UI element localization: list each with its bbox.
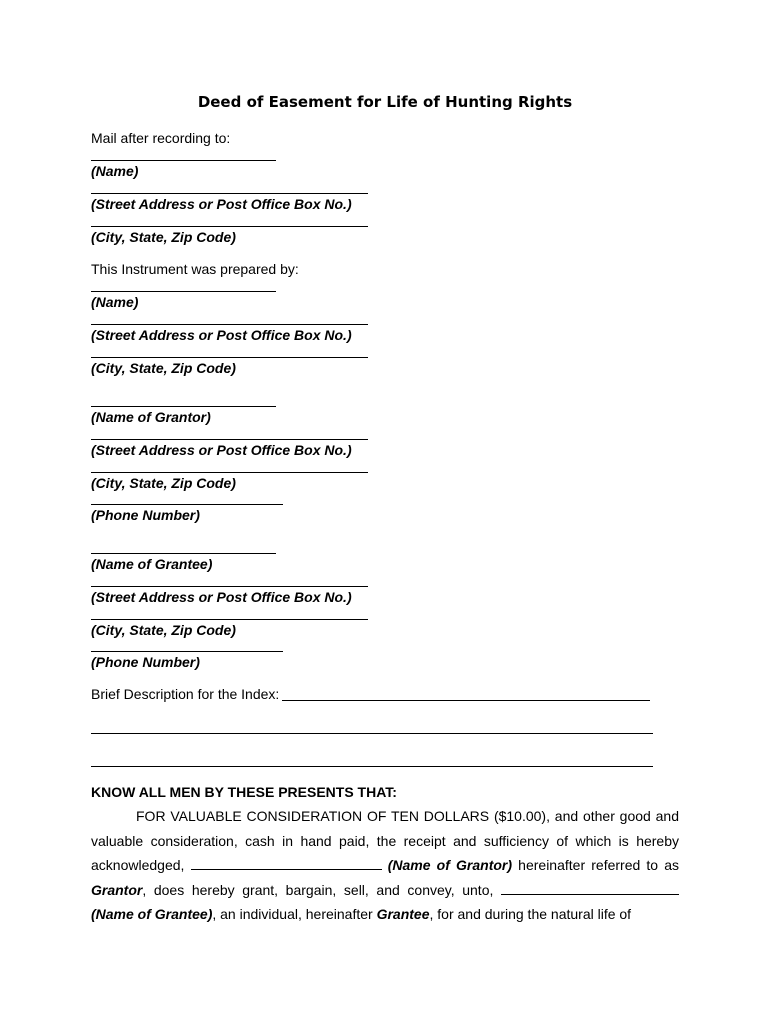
referred-to-text: hereinafter referred to as: [518, 857, 680, 873]
preparer-city-field[interactable]: [91, 357, 368, 358]
grantee-name-label: (Name of Grantee): [91, 556, 213, 572]
mail-after-recording-heading: Mail after recording to:: [91, 130, 231, 146]
index-description-label: Brief Description for the Index:: [91, 686, 280, 702]
prepared-by-heading: This Instrument was prepared by:: [91, 261, 299, 277]
index-description-field-1[interactable]: [282, 700, 650, 701]
individual-text: , an individual, hereinafter: [212, 906, 373, 922]
grantee-phone-label: (Phone Number): [91, 654, 200, 670]
grantee-name-inline-field[interactable]: [501, 881, 679, 895]
mail-city-label: (City, State, Zip Code): [91, 229, 236, 245]
mail-street-label: (Street Address or Post Office Box No.): [91, 196, 352, 212]
grantor-street-label: (Street Address or Post Office Box No.): [91, 442, 352, 458]
consideration-text: FOR VALUABLE CONSIDERATION OF TEN DOLLARS ($10.00), and other good and valuable consideration, cash in hand paid, the receipt and sufficiency of which is hereby acknowledged,: [91, 808, 679, 873]
preparer-city-label: (City, State, Zip Code): [91, 360, 236, 376]
grantor-phone-field[interactable]: [91, 504, 283, 505]
index-description-field-2[interactable]: [91, 733, 653, 734]
grantor-name-ref: (Name of Grantor): [387, 857, 513, 873]
mail-name-label: (Name): [91, 163, 139, 179]
grantor-name-label: (Name of Grantor): [91, 409, 211, 425]
preparer-street-field[interactable]: [91, 324, 368, 325]
grantor-city-field[interactable]: [91, 472, 368, 473]
mail-city-field[interactable]: [91, 226, 368, 227]
grantee-name-ref: (Name of Grantee): [91, 906, 213, 922]
grantee-city-label: (City, State, Zip Code): [91, 622, 236, 638]
grantee-phone-field[interactable]: [91, 651, 283, 652]
grantee-city-field[interactable]: [91, 619, 368, 620]
mail-street-field[interactable]: [91, 193, 368, 194]
preparer-street-label: (Street Address or Post Office Box No.): [91, 327, 352, 343]
grantor-term: Grantor: [91, 881, 143, 898]
grantor-street-field[interactable]: [91, 439, 368, 440]
grantor-phone-label: (Phone Number): [91, 507, 200, 523]
grantor-name-inline-field[interactable]: [191, 856, 382, 870]
grantor-city-label: (City, State, Zip Code): [91, 475, 236, 491]
preparer-name-field[interactable]: [91, 291, 276, 292]
know-all-men-heading: KNOW ALL MEN BY THESE PRESENTS THAT:: [91, 784, 397, 800]
grantee-street-field[interactable]: [91, 586, 368, 587]
natural-life-text: , for and during the natural life of: [429, 906, 632, 922]
grantee-street-label: (Street Address or Post Office Box No.): [91, 589, 352, 605]
index-description-field-3[interactable]: [91, 766, 653, 767]
preparer-name-label: (Name): [91, 294, 139, 310]
document-title: Deed of Easement for Life of Hunting Rights: [197, 93, 573, 111]
grantee-term: Grantee: [376, 906, 430, 922]
grantee-name-field[interactable]: [91, 553, 276, 554]
deed-body-paragraph: [91, 804, 679, 927]
grantor-name-field[interactable]: [91, 406, 276, 407]
grant-convey-text: , does hereby grant, bargain, sell, and convey, unto,: [142, 881, 494, 898]
mail-name-field[interactable]: [91, 160, 276, 161]
